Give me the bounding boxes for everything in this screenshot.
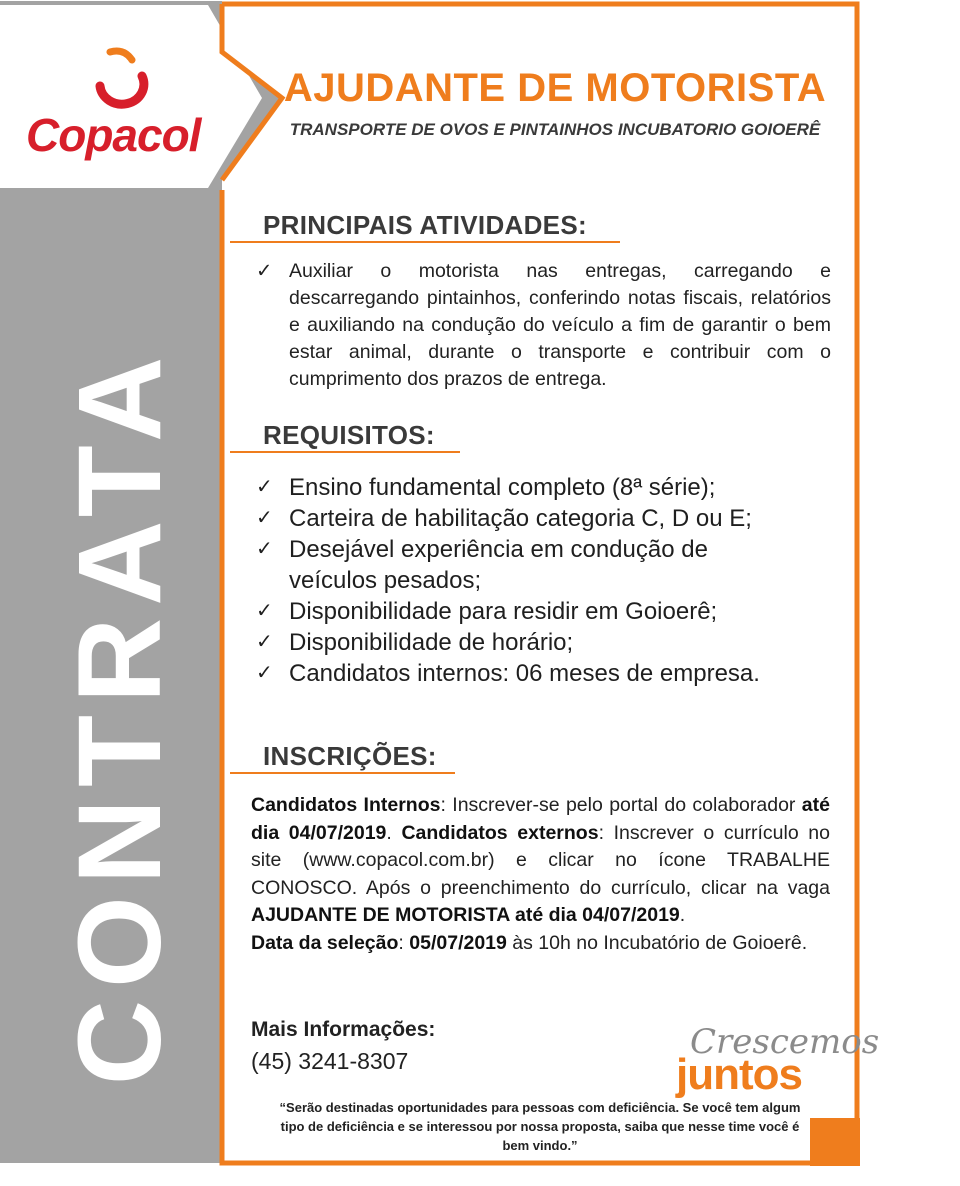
check-icon: ✓ [256, 538, 273, 560]
check-icon: ✓ [256, 662, 273, 684]
selection-date-label: Data da seleção [251, 931, 399, 954]
selection-date: 05/07/2019 [409, 931, 507, 954]
requirement-item: ✓ Ensino fundamental completo (8ª série); [256, 474, 716, 501]
internal-deadline: até dia 04/07/2019 [251, 794, 830, 844]
more-info-label: Mais Informações: [251, 1018, 436, 1041]
inclusion-note: “Serão destinadas oportunidades para pessoas com deficiência. Se você tem algum tipo de deficiência e se interessou por nossa proposta, saiba que nesse time você é bem vindo.” [279, 1100, 801, 1153]
requirement-item: ✓ Desejável experiência em condução de veículos pesados; [256, 536, 708, 594]
vacancy-name: AJUDANTE DE MOTORISTA até dia 04/07/2019 [251, 904, 680, 926]
activities-heading: PRINCIPAIS ATIVIDADES: [263, 210, 587, 240]
requirements-heading: REQUISITOS: [263, 420, 435, 450]
brand-logo-text: Copacol [26, 109, 201, 161]
requirement-item: ✓ Carteira de habilitação categoria C, D ou E; [256, 505, 752, 532]
slogan-line-2: juntos [676, 1050, 802, 1099]
check-icon: ✓ [256, 631, 273, 653]
requirement-item: ✓ Disponibilidade para residir em Goioerê; [256, 598, 718, 625]
check-icon: ✓ [256, 507, 273, 529]
activities-block [256, 258, 831, 393]
slogan-line-1: Crescemos [690, 1022, 880, 1062]
check-icon: ✓ [256, 476, 273, 498]
internal-candidates-label: Candidatos Internos [251, 794, 441, 816]
check-icon: ✓ [256, 600, 273, 622]
contact-phone: (45) 3241-8307 [251, 1048, 409, 1074]
job-subtitle: TRANSPORTE DE OVOS E PINTAINHOS INCUBATORIO GOIOERÊ [289, 120, 821, 139]
job-title: AJUDANTE DE MOTORISTA [283, 66, 827, 110]
registration-heading: INSCRIÇÕES: [263, 741, 437, 771]
activities-text: Auxiliar o motorista nas entregas, carregando e descarregando pintainhos, conferindo notas fiscais, relatórios e auxiliando na condução do veículo a fim de garantir o bem estar animal, durante o transporte e contribuir com o cumprimento dos prazos de entrega. [289, 260, 831, 390]
requirement-item: ✓ Candidatos internos: 06 meses de empresa. [256, 660, 760, 687]
requirements-list [256, 472, 846, 689]
requirement-item: ✓ Disponibilidade de horário; [256, 629, 574, 656]
contrata-banner: CONTRATA [54, 344, 186, 1086]
check-icon: ✓ [256, 260, 273, 282]
corner-accent [810, 1118, 860, 1166]
registration-text: Candidatos Internos: Inscrever-se pelo portal do colaborador até dia 04/07/2019. Candidatos externos: Inscrever o currículo no site (www.copacol.com.br) e clicar no ícone TRABALHE CONOSCO. Após o preenchimento do currículo, clicar na vaga AJUDANTE DE MOTORISTA até dia 04/07/2019. Data da seleção: 05/07/2019 às 10h no Incubatório de Goioerê. [251, 794, 830, 954]
external-candidates-label: Candidatos externos [401, 821, 599, 844]
